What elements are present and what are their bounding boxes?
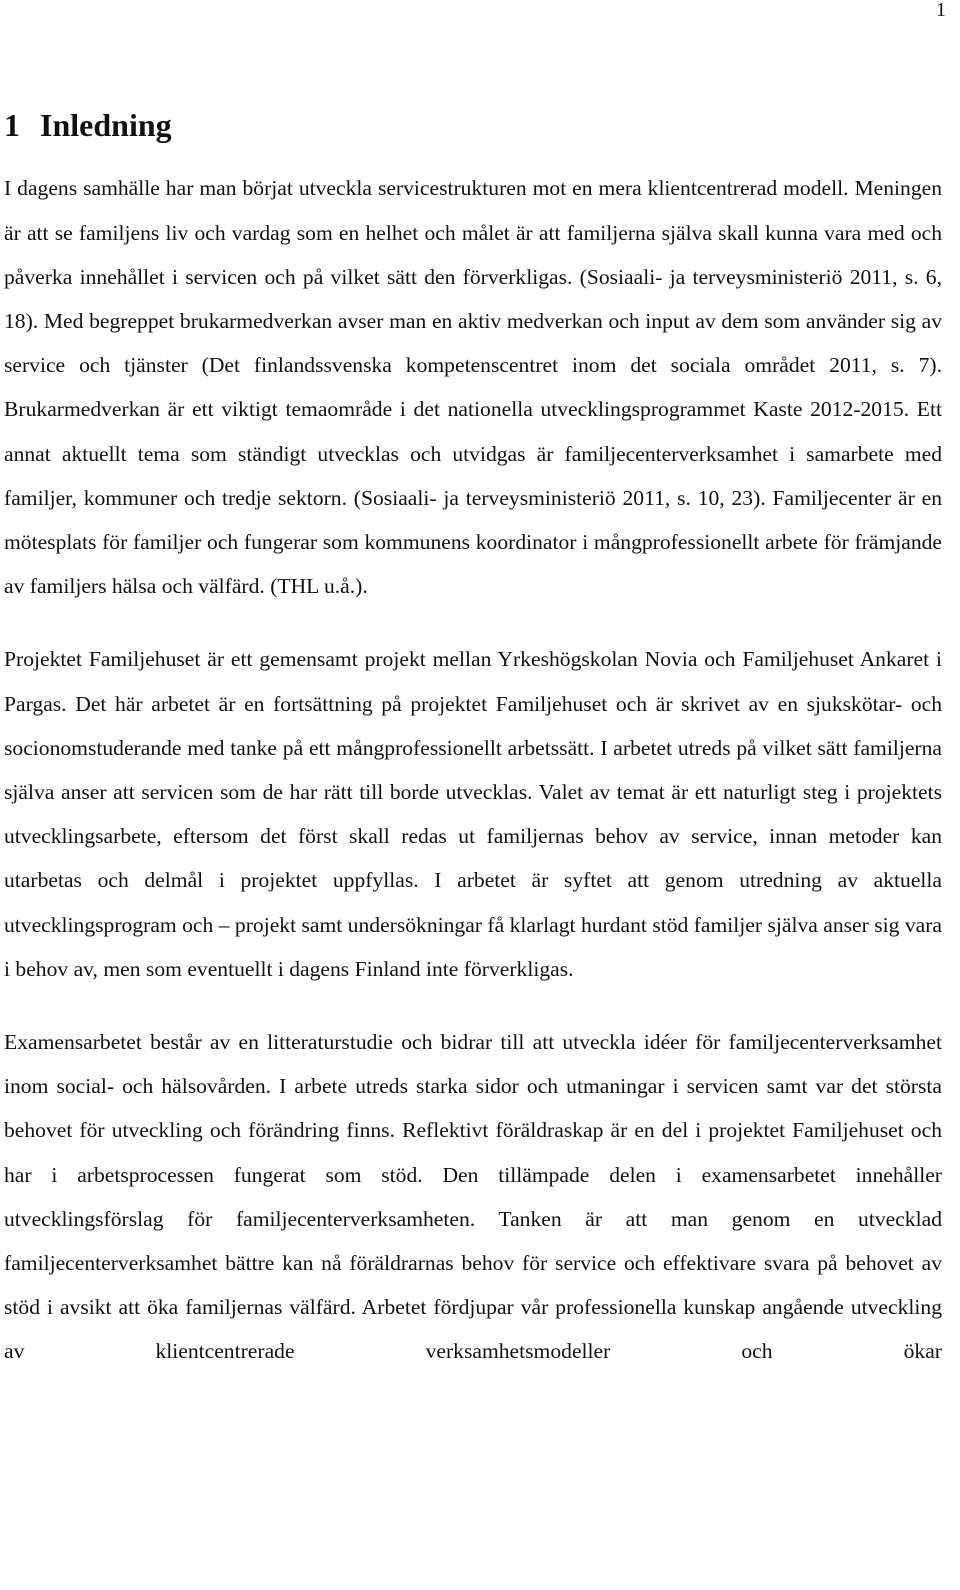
paragraph-intro: I dagens samhälle har man börjat utveckla servicestrukturen mot en mera klientcentrerad modell. Meningen är att se familjens liv och vardag som en helhet och målet är att familjerna själva skall kunna vara med och påverka innehållet i servicen och på vilket sätt den förverkligas. (Sosiaali- ja terveysministeriö 2011, s. 6, 18). Med begreppet brukarmedverkan avser man en aktiv medverkan och input av dem som använder sig av service och tjänster (Det finlandssvenska kompetenscentret inom det sociala området 2011, s. 7). Brukarmedverkan är ett viktigt temaområde i det nationella utvecklingsprogrammet Kaste 2012-2015. Ett annat aktuellt tema som ständigt utvecklas och utvidgas är familjecenterverksamhet i samarbete med familjer, kommuner och tredje sektorn. (Sosiaali- ja terveysministeriö 2011, s. 10, 23). Familjecenter är en mötesplats för familjer och fungerar som kommunens koordinator i mångprofessionellt arbete för främjande av familjers hälsa och välfärd. (THL u.å.). (4, 176, 942, 599)
chapter-number: 1 (4, 107, 20, 143)
paragraph-project: Projektet Familjehuset är ett gemensamt projekt mellan Yrkeshögskolan Novia och Familjehuset Ankaret i Pargas. Det här arbetet är en fortsättning på projektet Familjehuset och är skrivet av en sjukskötar- och socionomstuderande med tanke på ett mångprofessionellt arbetssätt. I arbetet utreds på vilket sätt familjerna själva anser att servicen som de har rätt till borde utvecklas. Valet av temat är ett naturligt steg i projektets utvecklingsarbete, eftersom det först skall redas ut familjernas behov av service, innan metoder kan utarbetas och delmål i projektet uppfyllas. I arbetet är syftet att genom utredning av aktuella utvecklingsprogram och – projekt samt undersökningar få klarlagt hurdant stöd familjer själva anser sig vara i behov av, men som eventuellt i dagens Finland inte förverkligas. (4, 647, 942, 981)
page-number: 1 (936, 0, 946, 21)
chapter-heading (4, 106, 942, 144)
document-body (4, 106, 942, 1374)
paragraph-thesis: Examensarbetet består av en litteraturstudie och bidrar till att utveckla idéer för familjecenterverksamhet inom social- och hälsovården. I arbete utreds starka sidor och utmaningar i servicen samt var det största behovet för utveckling och förändring finns. Reflektivt föräldraskap är en del i projektet Familjehuset och har i arbetsprocessen fungerat som stöd. Den tillämpade delen i examensarbetet innehåller utvecklingsförslag för familjecenterverksamheten. Tanken är att man genom en utvecklad familjecenterverksamhet bättre kan nå föräldrarnas behov för service och effektivare svara på behovet av stöd i avsikt att öka familjernas välfärd. Arbetet fördjupar vår professionella kunskap angående utveckling av klientcentrerade verksamhetsmodeller och ökar (4, 1030, 942, 1364)
chapter-title: Inledning (40, 107, 172, 143)
